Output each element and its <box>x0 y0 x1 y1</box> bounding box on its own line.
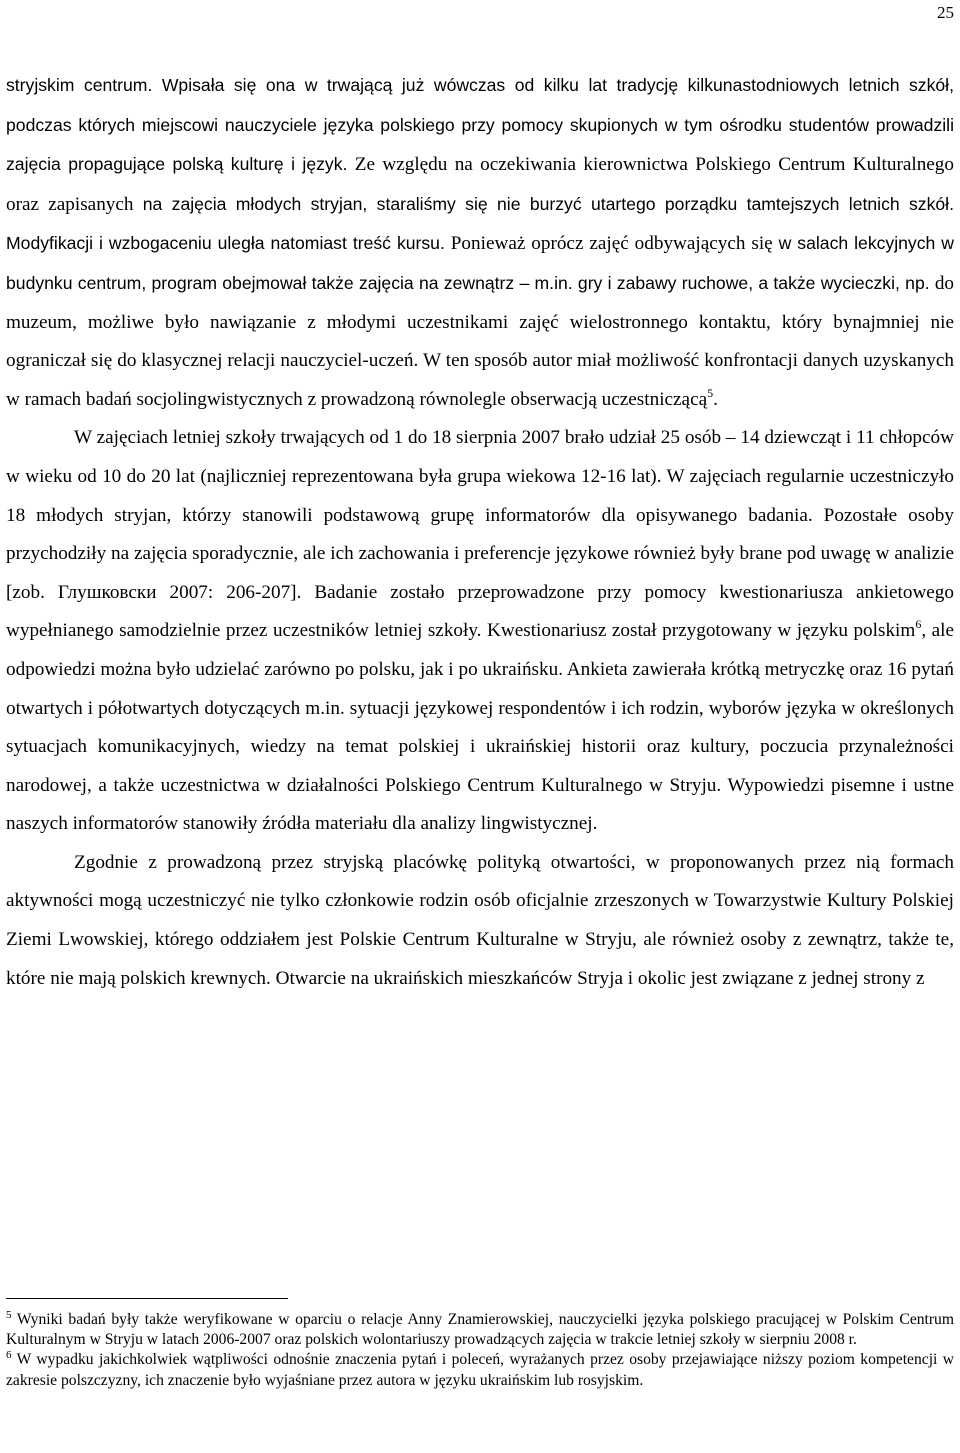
page-number: 25 <box>937 3 954 22</box>
text-segment: Ze względu na oczekiwania kierownictwa Polskiego Centrum Kulturalnego oraz zapisanych <box>6 154 954 215</box>
paragraph-3 <box>6 844 954 998</box>
body-text <box>6 66 954 998</box>
footnote-text: Wyniki badań były także weryfikowane w oparciu o relacje Anny Znamierowskiej, nauczycielki języka polskiego pracującej w Polskim Centrum Kulturalnym w Stryju w latach 2006-2007 oraz polskich wolontariuszy prowadzących zajęcia w trakcie letniej szkoły w sierpniu 2008 r. <box>6 1311 954 1349</box>
footnote-5 <box>6 1310 954 1350</box>
text-segment: . <box>713 388 718 410</box>
footnote-text: W wypadku jakichkolwiek wątpliwości odnośnie znaczenia pytań i poleceń, wyrażanych przez osoby przejawiające niższy poziom kompetencji w zakresie polszczyzny, ich znaczenie było wyjaśniane przez autora w języku ukraińskim lub rosyjskim. <box>6 1351 954 1389</box>
text-segment: w salach lekcyjnych w budynku centrum, program obejmował także zajęcia na zewnątrz – m.in. gry i zabawy ruchowe, a także wycieczki, np. <box>6 233 954 293</box>
text-segment: Wpisała się ona w trwającą już wówczas od kilku lat tradycję kilkunastodniowych letnich szkół, podczas których miejscowi nauczyciele języka polskiego przy pomocy skupionych w tym ośrodku studentów prowadzili zajęcia propagujące polską kulturę i język. <box>6 75 954 175</box>
footnote-6 <box>6 1350 954 1390</box>
footnote-mark: 6 <box>6 1349 12 1362</box>
text-segment: W zajęciach letniej szkoły trwających od 1 do 18 sierpnia 2007 brało udział 25 osób – 14 dziewcząt i 11 chłopców w wieku od 10 do 20 lat (najliczniej reprezentowana była grupa wiekowa 12-16 lat). W zajęciach regularnie uczestniczyło 18 młodych stryjan, którzy stanowili podstawową grupę informatorów dla opisywanego badania. Pozostałe osoby przychodziły na zajęcia sporadycznie, ale ich zachowania i preferencje językowe również były brane pod uwagę w analizie [zob. Глушковски 2007: 206-207]. Badanie zostało przeprowadzone przy pomocy kwestionariusza ankietowego wypełnianego samodzielnie przez uczestników letniej szkoły. Kwestionariusz został przygotowany w języku polskim <box>6 427 954 642</box>
text-segment: stryjskim centrum. <box>6 75 162 95</box>
footnote-reference-6[interactable]: 6 <box>915 617 922 632</box>
text-segment: Zgodnie z prowadzoną przez stryjską placówkę polityką otwartości, w proponowanych przez nią formach aktywności mogą uczestniczyć nie tylko członkowie rodzin osób oficjalnie zrzeszonych w Towarzystwie Kultury Polskiej Ziemi Lwowskiej, którego oddziałem jest Polskie Centrum Kulturalne w Stryju, ale również osoby z zewnątrz, także te, które nie mają polskich krewnych. Otwarcie na ukraińskich mieszkańców Stryja i okolic jest związane z jednej strony z <box>6 851 954 989</box>
text-segment: na zajęcia młodych stryjan, staraliśmy się nie burzyć utartego porządku tamtejszych letnich szkół. Modyfikacji i wzbogaceniu uległa natomiast treść kursu. <box>6 193 954 254</box>
text-segment: , ale odpowiedzi można było udzielać zarówno po polsku, jak i po ukraińsku. Ankieta zawierała krótką metryczkę oraz 16 pytań otwartych i półotwartych dotyczących m.in. sytuacji językowej respondentów i ich rodzin, wyborów języka w określonych sytuacjach komunikacyjnych, wiedzy na temat polskiej i ukraińskiej historii oraz kultury, poczucia przynależności narodowej, a także uczestnictwa w działalności Polskiego Centrum Kulturalnego w Stryju. Wypowiedzi pisemne i ustne naszych informatorów stanowiły źródła materiału dla analizy lingwistycznej. <box>6 620 954 835</box>
footnote-reference-5[interactable]: 5 <box>707 385 714 400</box>
paragraph-2 <box>6 419 954 844</box>
text-segment: Ponieważ oprócz zajęć odbywających się <box>444 233 779 255</box>
footnote-divider <box>6 1298 288 1299</box>
paragraph-1 <box>6 66 954 419</box>
footnotes <box>6 1310 954 1391</box>
text-segment: do muzeum, możliwe było nawiązanie z młodymi uczestnikami zajęć wielostronnego kontaktu, który bynajmniej nie ograniczał się do klasycznej relacji nauczyciel-uczeń. W ten sposób autor miał możliwość konfrontacji danych uzyskanych w ramach badań socjolingwistycznych z prowadzoną równolegle obserwacją uczestniczącą <box>6 272 955 410</box>
footnote-mark: 5 <box>6 1309 12 1321</box>
